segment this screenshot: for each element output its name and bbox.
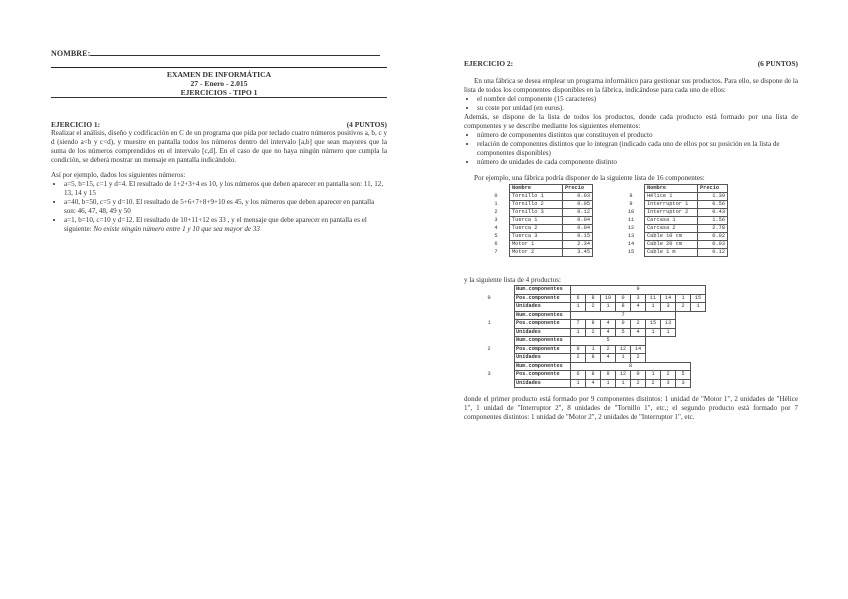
product-units-row — [464, 303, 706, 312]
component-row — [483, 233, 593, 241]
product-index — [464, 379, 515, 388]
product-pos-row — [464, 345, 706, 354]
product-pos-row — [464, 320, 706, 329]
product-num-components: 9 — [571, 286, 706, 295]
component-position: 6 — [571, 294, 586, 303]
exercise-2-title: EJERCICIO 2: — [464, 59, 514, 68]
component-position: 13 — [661, 320, 676, 329]
component-units: 2 — [586, 328, 601, 337]
row-label: Num.componentes — [515, 311, 571, 320]
component-units: 5 — [616, 328, 631, 337]
product-field-item: • número de unidades de cada componente distinto — [477, 158, 798, 167]
component-row — [483, 201, 593, 209]
row-label: Num.componentes — [515, 286, 571, 295]
component-units: 1 — [616, 379, 631, 388]
components-table-right — [618, 184, 728, 257]
component-position: 12 — [616, 345, 631, 354]
row-label: Pos.componente — [515, 294, 571, 303]
component-field-item: • su coste por unidad (en euros). — [477, 104, 798, 113]
components-table-left — [483, 184, 593, 257]
component-price: 2.34 — [563, 241, 593, 249]
component-index: 7 — [494, 249, 498, 255]
col-name-header: Nombre — [645, 185, 698, 193]
row-label: Unidades — [515, 379, 571, 388]
component-units: 4 — [631, 303, 646, 312]
component-units: 1 — [571, 379, 586, 388]
product-num-row — [464, 362, 706, 371]
component-position: 9 — [571, 345, 586, 354]
component-units: 1 — [646, 328, 661, 337]
component-row — [618, 241, 728, 249]
component-units: 1 — [691, 303, 706, 312]
component-position: 9 — [601, 371, 616, 380]
product-index: 2 — [487, 345, 491, 352]
right-page — [464, 59, 798, 422]
product-pos-row — [464, 294, 706, 303]
component-name: Interruptor 1 — [645, 201, 698, 209]
product-num-components: 7 — [571, 311, 676, 320]
component-units: 4 — [601, 354, 616, 363]
component-index: 10 — [627, 209, 635, 215]
component-row — [618, 209, 728, 217]
component-name: Tornillo 2 — [510, 201, 563, 209]
product-index — [464, 303, 515, 312]
component-row — [618, 233, 728, 241]
components-intro: Por ejemplo, una fábrica podría disponer de la siguiente lista de 16 componentes: — [474, 174, 705, 182]
component-units: 8 — [586, 354, 601, 363]
component-row — [618, 249, 728, 257]
products-intro: Además, se dispone de la lista de todos los productos, donde cada producto está formado por una lista de componentes y se describe mediante los siguientes elementos: — [464, 113, 798, 130]
exercise-1-body: Realizar el análisis, diseño y codificación en C de un programa que pida por teclado cuatro números positivos a, b, c y d (siendo a<b y c<d), y muestre en pantalla todos los números dentro del intervalo [a,b] que sean mayores que la suma de los números comprendidos en el intervalo [c,d]. En el caso de que no haya ningún número que cumpla la condición, se deberá mostrar un mensaje en pantalla indicándolo. — [51, 129, 387, 164]
row-label: Num.componentes — [515, 337, 571, 346]
exam-date: 27 - Enero - 2.015 — [190, 79, 248, 88]
product-field-item: • relación de componentes distintos que lo integran (indicado cada uno de ellos por su posición en la lista de componentes disponibles) — [477, 140, 798, 158]
component-row — [618, 193, 728, 201]
component-price: 0.05 — [563, 201, 593, 209]
component-units: 8 — [616, 303, 631, 312]
product-index — [464, 337, 515, 346]
row-label: Unidades — [515, 354, 571, 363]
component-index: 6 — [494, 241, 498, 247]
component-units: 4 — [586, 379, 601, 388]
products-list-intro: y la siguiente lista de 4 productos: — [464, 276, 561, 284]
product-num-components: 5 — [571, 337, 646, 346]
component-price: 0.03 — [563, 193, 593, 201]
component-price: 0.04 — [563, 217, 593, 225]
component-name: Cable 10 cm — [645, 233, 698, 241]
component-index: 1 — [494, 201, 498, 207]
component-name: Tuerca 1 — [510, 217, 563, 225]
component-position: 11 — [646, 294, 661, 303]
component-position: 8 — [586, 294, 601, 303]
component-name: Cable 1 m — [645, 249, 698, 257]
component-units: 1 — [571, 303, 586, 312]
component-units: 2 — [631, 379, 646, 388]
col-price-header: Precio — [698, 185, 728, 193]
component-row — [618, 201, 728, 209]
component-position: 1 — [586, 345, 601, 354]
component-row — [483, 241, 593, 249]
component-row — [618, 217, 728, 225]
component-index: 11 — [627, 217, 635, 223]
exercise-2-intro: En una fábrica se desea emplear un programa informático para gestionar sus productos. Para ello, se dispone de la lista de todos los componentes disponibles en la fábrica, indicándose para cada uno de ellos: — [464, 77, 798, 94]
component-row — [483, 193, 593, 201]
component-units: 3 — [676, 379, 691, 388]
component-position: 0 — [631, 371, 646, 380]
exercise-1-heading — [51, 120, 387, 129]
component-position: 0 — [616, 320, 631, 329]
component-price: 1.30 — [698, 193, 728, 201]
component-position: 15 — [646, 320, 661, 329]
component-position: 8 — [586, 320, 601, 329]
product-index — [464, 354, 515, 363]
product-index: 3 — [487, 371, 491, 377]
component-index: 12 — [627, 225, 635, 231]
row-label: Num.componentes — [515, 362, 571, 371]
component-price: 0.12 — [563, 209, 593, 217]
component-row — [618, 225, 728, 233]
component-position: 8 — [586, 371, 601, 380]
component-fields — [464, 95, 798, 113]
component-row — [483, 249, 593, 257]
col-price-header: Precio — [563, 185, 593, 193]
product-num-components: 8 — [571, 362, 691, 371]
example-item: • a=5, b=15, c=1 y d=4. El resultado de 1+2+3+4 es 10, y los números que deben aparecer en pantalla son: 11, 12, 13, 14 y 15 — [64, 180, 387, 198]
product-num-row — [464, 311, 706, 320]
component-name: Cable 20 cm — [645, 241, 698, 249]
exercise-2-heading — [464, 59, 798, 68]
component-position: 1 — [676, 294, 691, 303]
exercise-1-points: (4 PUNTOS) — [346, 120, 387, 129]
name-field — [51, 48, 387, 58]
component-position: 14 — [661, 294, 676, 303]
component-row — [483, 225, 593, 233]
component-units: 1 — [601, 379, 616, 388]
row-label: Unidades — [515, 328, 571, 337]
product-num-row — [464, 337, 706, 346]
component-price: 0.12 — [698, 249, 728, 257]
component-name: Carcasa 1 — [645, 217, 698, 225]
exercise-1-example-intro: Así por ejemplo, dados los siguientes números: — [51, 171, 186, 179]
component-price: 0.15 — [563, 233, 593, 241]
component-price: 3.45 — [563, 249, 593, 257]
component-price: 0.56 — [698, 201, 728, 209]
component-index: 2 — [494, 209, 498, 215]
component-units: 4 — [601, 328, 616, 337]
component-position: 14 — [631, 345, 646, 354]
component-name: Hélice 1 — [645, 193, 698, 201]
exercise-2-points: (6 PUNTOS) — [757, 59, 798, 68]
product-fields — [464, 131, 798, 167]
left-page — [51, 48, 387, 234]
exam-title: EXAMEN DE INFORMÁTICA — [166, 70, 272, 79]
component-name: Interruptor 2 — [645, 209, 698, 217]
component-position: 12 — [616, 371, 631, 380]
example-3-message: No existe ningún número entre 1 y 10 que sea mayor de 33 — [93, 225, 260, 233]
closing-text: donde el primer producto está formado por 9 componentes distintos: 1 unidad de "Motor 1", 2 unidades de "Hélice 1", 1 unidad de "Interruptor 2", 8 unidades de "Tornillo 1", etc.; el segundo producto está formado por 7 componentes distintos: 1 unidad de "Motor 2", 2 unidades de "Interruptor 1", etc. — [464, 395, 798, 421]
component-index: 14 — [627, 241, 635, 247]
component-price: 0.02 — [698, 233, 728, 241]
component-index: 8 — [629, 193, 633, 199]
component-position: 3 — [631, 294, 646, 303]
product-index: 0 — [487, 294, 491, 301]
components-tables — [483, 184, 798, 257]
component-row — [483, 209, 593, 217]
component-price: 2.78 — [698, 225, 728, 233]
row-label: Pos.componente — [515, 345, 571, 354]
component-position: 15 — [691, 294, 706, 303]
component-units: 2 — [676, 303, 691, 312]
row-label: Pos.componente — [515, 320, 571, 329]
component-position: 4 — [601, 320, 616, 329]
product-pos-row — [464, 371, 706, 380]
name-label: NOMBRE: — [51, 49, 91, 58]
component-units: 1 — [646, 303, 661, 312]
component-position: 10 — [601, 294, 616, 303]
component-units: 2 — [586, 303, 601, 312]
component-price: 0.03 — [698, 241, 728, 249]
component-name: Tornillo 3 — [510, 209, 563, 217]
exercise-1-title: EJERCICIO 1: — [51, 120, 101, 129]
component-position: 2 — [661, 371, 676, 380]
component-position: 2 — [601, 345, 616, 354]
product-num-row — [464, 286, 706, 295]
product-field-item: • número de componentes distintos que constituyen el producto — [477, 131, 798, 140]
component-position: 7 — [571, 320, 586, 329]
component-field-item: • el nombre del componente (15 caracteres) — [477, 95, 798, 104]
component-name: Motor 2 — [510, 249, 563, 257]
row-label: Unidades — [515, 303, 571, 312]
product-units-row — [464, 354, 706, 363]
product-index — [464, 311, 515, 320]
component-index: 0 — [494, 193, 498, 199]
product-index — [464, 362, 515, 371]
example-item — [64, 216, 387, 234]
component-units: 2 — [631, 354, 646, 363]
example-item: • a=40, b=50, c=5 y d=10. El resultado de 5+6+7+8+9+10 es 45, y los números que deben aparecer en pantalla son: 46, 47, 48, 49 y 50 — [64, 198, 387, 216]
product-index — [464, 286, 515, 295]
component-units: 2 — [571, 354, 586, 363]
component-index: 5 — [494, 233, 498, 239]
row-label: Pos.componente — [515, 371, 571, 380]
component-index: 3 — [494, 217, 498, 223]
example-3-text: a=1, b=10, c=10 y d=12. El resultado de 10+11+12 es 33 , y el mensaje que debe aparecer en pantalla es el siguiente: — [64, 216, 367, 233]
products-table — [464, 285, 706, 388]
component-price: 1.56 — [698, 217, 728, 225]
component-name: Carcasa 2 — [645, 225, 698, 233]
component-units: 4 — [631, 328, 646, 337]
component-row — [483, 217, 593, 225]
component-index: 13 — [627, 233, 635, 239]
component-position: 6 — [571, 371, 586, 380]
component-units: 3 — [661, 379, 676, 388]
product-index: 1 — [487, 320, 491, 326]
col-name-header: Nombre — [510, 185, 563, 193]
component-position: 2 — [631, 320, 646, 329]
component-position: 5 — [676, 371, 691, 380]
component-price: 0.04 — [563, 225, 593, 233]
exam-type: EJERCICIOS - TIPO 1 — [180, 88, 258, 97]
component-name: Tornillo 1 — [510, 193, 563, 201]
component-price: 0.43 — [698, 209, 728, 217]
component-name: Motor 1 — [510, 241, 563, 249]
component-units: 1 — [571, 328, 586, 337]
component-index: 15 — [627, 249, 635, 255]
component-index: 9 — [629, 201, 633, 207]
component-position: 0 — [616, 294, 631, 303]
exercise-1-examples — [51, 180, 387, 234]
product-units-row — [464, 379, 706, 388]
component-position: 1 — [646, 371, 661, 380]
product-index — [464, 328, 515, 337]
component-name: Tuerca 3 — [510, 233, 563, 241]
component-units: 3 — [661, 303, 676, 312]
component-units: 2 — [646, 379, 661, 388]
component-units: 1 — [616, 354, 631, 363]
component-index: 4 — [494, 225, 498, 231]
component-units: 1 — [661, 328, 676, 337]
product-units-row — [464, 328, 706, 337]
component-name: Tuerca 2 — [510, 225, 563, 233]
component-units: 1 — [601, 303, 616, 312]
